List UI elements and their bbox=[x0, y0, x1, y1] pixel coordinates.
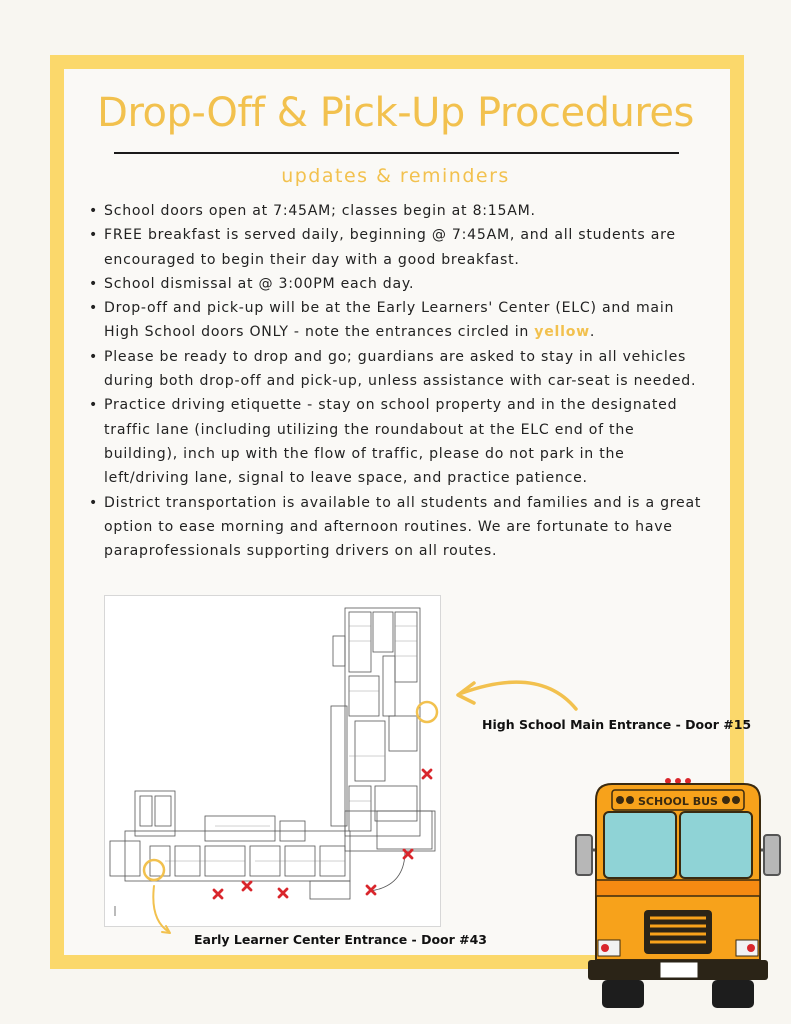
list-item: • FREE breakfast is served daily, beginning @ 7:45AM, and all students are encouraged to begin their day with a good breakfast. bbox=[86, 223, 706, 272]
school-floor-plan bbox=[104, 595, 441, 927]
highlight-word: yellow bbox=[534, 324, 590, 341]
elc-entrance-marker bbox=[144, 860, 164, 880]
procedures-list bbox=[86, 199, 706, 563]
page-title: Drop-Off & Pick-Up Procedures bbox=[97, 90, 694, 136]
list-item bbox=[86, 296, 706, 345]
title-divider bbox=[114, 152, 679, 154]
school-bus-icon bbox=[572, 770, 784, 1010]
bus-sign-text: SCHOOL BUS bbox=[638, 795, 718, 808]
arrow-to-hs-entrance bbox=[440, 665, 590, 725]
list-item-end: . bbox=[589, 324, 596, 341]
hs-entrance-label: High School Main Entrance - Door #15 bbox=[482, 717, 752, 732]
list-item: • School dismissal at @ 3:00PM each day. bbox=[86, 272, 706, 296]
closed-door-markers bbox=[214, 770, 431, 898]
list-item-text: Drop-off and pick-up will be at the Early Learners' Center (ELC) and main High School doors ONLY - note the entrances circled in bbox=[104, 300, 675, 341]
list-item: • Practice driving etiquette - stay on school property and in the designated traffic lane (including utilizing the roundabout at the ELC end of the building), inch up with the flow of traffic, please do not park in the left/driving lane, signal to leave space, and practice patience. bbox=[86, 393, 706, 490]
list-item: • School doors open at 7:45AM; classes begin at 8:15AM. bbox=[86, 199, 706, 223]
page-subtitle: updates & reminders bbox=[281, 165, 510, 187]
floor-plan-drawing bbox=[105, 596, 440, 926]
elc-entrance-label: Early Learner Center Entrance - Door #43 bbox=[194, 932, 488, 947]
arrow-to-elc-entrance bbox=[145, 880, 185, 940]
list-item: • District transportation is available to all students and families and is a great option to ease morning and afternoon routines. We are fortunate to have paraprofessionals supporting drivers on all routes. bbox=[86, 491, 706, 564]
list-item: • Please be ready to drop and go; guardians are asked to stay in all vehicles during both drop-off and pick-up, unless assistance with car-seat is needed. bbox=[86, 345, 706, 394]
